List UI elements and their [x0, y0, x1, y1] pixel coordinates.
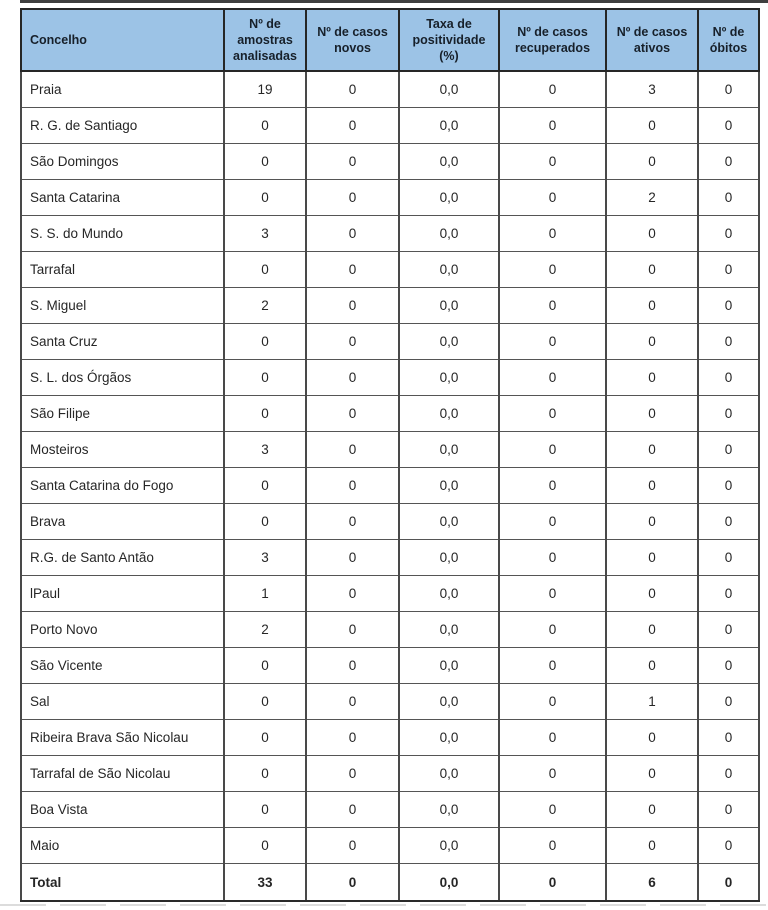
concelho-statistics-table	[20, 8, 760, 902]
value-cell: 0	[224, 396, 306, 432]
value-cell: 0	[224, 324, 306, 360]
row-label: Brava	[21, 504, 224, 540]
value-cell: 0	[306, 828, 399, 864]
row-label: Boa Vista	[21, 792, 224, 828]
value-cell: 0	[306, 71, 399, 108]
row-label: Sal	[21, 684, 224, 720]
value-cell: 19	[224, 71, 306, 108]
header-cell-casos-novos: Nº de casos novos	[306, 9, 399, 71]
value-cell: 0	[224, 252, 306, 288]
value-cell: 0,0	[399, 324, 499, 360]
value-cell: 0	[224, 180, 306, 216]
table-row	[21, 144, 759, 180]
value-cell: 0	[306, 288, 399, 324]
value-cell: 0	[224, 108, 306, 144]
value-cell: 0	[224, 684, 306, 720]
value-cell: 0	[698, 360, 759, 396]
value-cell: 0	[698, 684, 759, 720]
value-cell: 1	[606, 684, 698, 720]
value-cell: 0	[499, 324, 606, 360]
value-cell: 0	[306, 180, 399, 216]
value-cell: 0	[606, 468, 698, 504]
value-cell: 0	[606, 720, 698, 756]
header-cell-casos-recuperados: Nº de casos recuperados	[499, 9, 606, 71]
value-cell: 0	[306, 576, 399, 612]
row-label: Total	[21, 864, 224, 902]
value-cell: 0	[499, 792, 606, 828]
value-cell: 0,0	[399, 864, 499, 902]
row-label: São Vicente	[21, 648, 224, 684]
table-row	[21, 576, 759, 612]
top-cropped-edge	[20, 0, 768, 3]
value-cell: 0	[224, 360, 306, 396]
value-cell: 0	[606, 504, 698, 540]
value-cell: 0	[606, 324, 698, 360]
value-cell: 0	[698, 864, 759, 902]
value-cell: 3	[224, 432, 306, 468]
table-row	[21, 504, 759, 540]
value-cell: 0	[606, 576, 698, 612]
value-cell: 3	[606, 71, 698, 108]
row-label: Maio	[21, 828, 224, 864]
value-cell: 0	[224, 720, 306, 756]
value-cell: 0	[306, 612, 399, 648]
table-row	[21, 468, 759, 504]
value-cell: 0	[606, 792, 698, 828]
value-cell: 0	[698, 108, 759, 144]
header-row	[21, 9, 759, 71]
value-cell: 0,0	[399, 540, 499, 576]
value-cell: 0	[606, 360, 698, 396]
value-cell: 0	[698, 540, 759, 576]
value-cell: 0	[306, 216, 399, 252]
row-label: São Filipe	[21, 396, 224, 432]
value-cell: 0	[606, 252, 698, 288]
table-row	[21, 71, 759, 108]
value-cell: 6	[606, 864, 698, 902]
value-cell: 0	[606, 828, 698, 864]
value-cell: 0,0	[399, 684, 499, 720]
row-label: Praia	[21, 71, 224, 108]
value-cell: 0	[606, 216, 698, 252]
value-cell: 0,0	[399, 756, 499, 792]
header-cell-casos-ativos: Nº de casos ativos	[606, 9, 698, 71]
value-cell: 0,0	[399, 576, 499, 612]
bottom-cropped-edge	[0, 904, 768, 906]
value-cell: 0	[698, 648, 759, 684]
value-cell: 0	[698, 144, 759, 180]
value-cell: 0	[499, 540, 606, 576]
value-cell: 1	[224, 576, 306, 612]
value-cell: 0	[606, 396, 698, 432]
value-cell: 0	[306, 252, 399, 288]
table-row	[21, 396, 759, 432]
table-row	[21, 828, 759, 864]
value-cell: 0,0	[399, 396, 499, 432]
row-label: Tarrafal	[21, 252, 224, 288]
table-row	[21, 216, 759, 252]
value-cell: 0	[306, 720, 399, 756]
value-cell: 0	[499, 252, 606, 288]
value-cell: 0	[606, 648, 698, 684]
row-label: R.G. de Santo Antão	[21, 540, 224, 576]
table-row	[21, 612, 759, 648]
table-row	[21, 648, 759, 684]
row-label: S. Miguel	[21, 288, 224, 324]
value-cell: 0	[306, 648, 399, 684]
value-cell: 0	[306, 684, 399, 720]
value-cell: 0	[698, 396, 759, 432]
value-cell: 0	[499, 576, 606, 612]
value-cell: 0	[306, 468, 399, 504]
value-cell: 0	[499, 612, 606, 648]
value-cell: 0	[499, 504, 606, 540]
value-cell: 0	[306, 756, 399, 792]
value-cell: 0	[698, 828, 759, 864]
value-cell: 0	[698, 71, 759, 108]
value-cell: 0,0	[399, 504, 499, 540]
table-row	[21, 756, 759, 792]
row-label: R. G. de Santiago	[21, 108, 224, 144]
row-label: Santa Catarina do Fogo	[21, 468, 224, 504]
value-cell: 0	[698, 252, 759, 288]
value-cell: 0	[306, 864, 399, 902]
table-row	[21, 720, 759, 756]
value-cell: 0	[306, 144, 399, 180]
value-cell: 0	[499, 720, 606, 756]
value-cell: 0,0	[399, 468, 499, 504]
value-cell: 0	[698, 504, 759, 540]
table-row	[21, 792, 759, 828]
value-cell: 0	[499, 432, 606, 468]
value-cell: 0	[499, 648, 606, 684]
value-cell: 0	[224, 144, 306, 180]
table-row	[21, 360, 759, 396]
value-cell: 0	[698, 756, 759, 792]
value-cell: 0	[306, 360, 399, 396]
row-label: Tarrafal de São Nicolau	[21, 756, 224, 792]
row-label: lPaul	[21, 576, 224, 612]
value-cell: 0	[698, 180, 759, 216]
row-label: S. L. dos Órgãos	[21, 360, 224, 396]
value-cell: 0	[224, 504, 306, 540]
value-cell: 0	[698, 288, 759, 324]
value-cell: 2	[224, 612, 306, 648]
total-row	[21, 864, 759, 902]
value-cell: 0	[499, 288, 606, 324]
value-cell: 0,0	[399, 792, 499, 828]
value-cell: 0	[499, 864, 606, 902]
value-cell: 0	[306, 792, 399, 828]
value-cell: 0,0	[399, 180, 499, 216]
row-label: São Domingos	[21, 144, 224, 180]
value-cell: 0	[698, 468, 759, 504]
table-row	[21, 540, 759, 576]
header-cell-concelho: Concelho	[21, 9, 224, 71]
value-cell: 0	[224, 828, 306, 864]
table-row	[21, 252, 759, 288]
value-cell: 0	[499, 756, 606, 792]
table-row	[21, 684, 759, 720]
value-cell: 0	[499, 144, 606, 180]
value-cell: 0	[606, 108, 698, 144]
value-cell: 0,0	[399, 720, 499, 756]
value-cell: 0,0	[399, 108, 499, 144]
value-cell: 0	[224, 648, 306, 684]
value-cell: 0	[306, 540, 399, 576]
value-cell: 0,0	[399, 360, 499, 396]
value-cell: 0	[224, 468, 306, 504]
value-cell: 0	[499, 684, 606, 720]
row-label: Santa Cruz	[21, 324, 224, 360]
table-row	[21, 324, 759, 360]
table-row	[21, 180, 759, 216]
table-row	[21, 108, 759, 144]
value-cell: 0	[306, 396, 399, 432]
value-cell: 33	[224, 864, 306, 902]
value-cell: 0	[698, 576, 759, 612]
value-cell: 0	[499, 216, 606, 252]
value-cell: 0	[698, 324, 759, 360]
value-cell: 0	[224, 792, 306, 828]
value-cell: 0,0	[399, 216, 499, 252]
value-cell: 0,0	[399, 144, 499, 180]
value-cell: 0,0	[399, 612, 499, 648]
header-cell-amostras-analisadas: Nº de amostras analisadas	[224, 9, 306, 71]
value-cell: 0	[698, 792, 759, 828]
value-cell: 0	[499, 108, 606, 144]
value-cell: 0	[698, 432, 759, 468]
value-cell: 0,0	[399, 432, 499, 468]
value-cell: 0	[698, 612, 759, 648]
header-cell-obitos: Nº de óbitos	[698, 9, 759, 71]
value-cell: 0	[698, 216, 759, 252]
value-cell: 0	[499, 468, 606, 504]
value-cell: 0,0	[399, 71, 499, 108]
header-cell-taxa-positividade: Taxa de positividade (%)	[399, 9, 499, 71]
value-cell: 0	[499, 828, 606, 864]
value-cell: 2	[606, 180, 698, 216]
value-cell: 0	[606, 288, 698, 324]
row-label: Porto Novo	[21, 612, 224, 648]
value-cell: 0	[499, 396, 606, 432]
value-cell: 0	[224, 756, 306, 792]
value-cell: 0	[499, 180, 606, 216]
value-cell: 0	[306, 324, 399, 360]
value-cell: 0	[499, 71, 606, 108]
row-label: Mosteiros	[21, 432, 224, 468]
table-row	[21, 432, 759, 468]
table-row	[21, 288, 759, 324]
value-cell: 0,0	[399, 252, 499, 288]
value-cell: 3	[224, 540, 306, 576]
table-body	[21, 71, 759, 901]
value-cell: 0	[698, 720, 759, 756]
value-cell: 0	[606, 540, 698, 576]
value-cell: 0	[499, 360, 606, 396]
value-cell: 0	[306, 108, 399, 144]
row-label: Santa Catarina	[21, 180, 224, 216]
value-cell: 0	[306, 504, 399, 540]
value-cell: 0,0	[399, 288, 499, 324]
row-label: Ribeira Brava São Nicolau	[21, 720, 224, 756]
value-cell: 0,0	[399, 648, 499, 684]
value-cell: 2	[224, 288, 306, 324]
value-cell: 0,0	[399, 828, 499, 864]
value-cell: 0	[606, 432, 698, 468]
value-cell: 0	[606, 756, 698, 792]
value-cell: 3	[224, 216, 306, 252]
value-cell: 0	[606, 144, 698, 180]
row-label: S. S. do Mundo	[21, 216, 224, 252]
value-cell: 0	[306, 432, 399, 468]
value-cell: 0	[606, 612, 698, 648]
